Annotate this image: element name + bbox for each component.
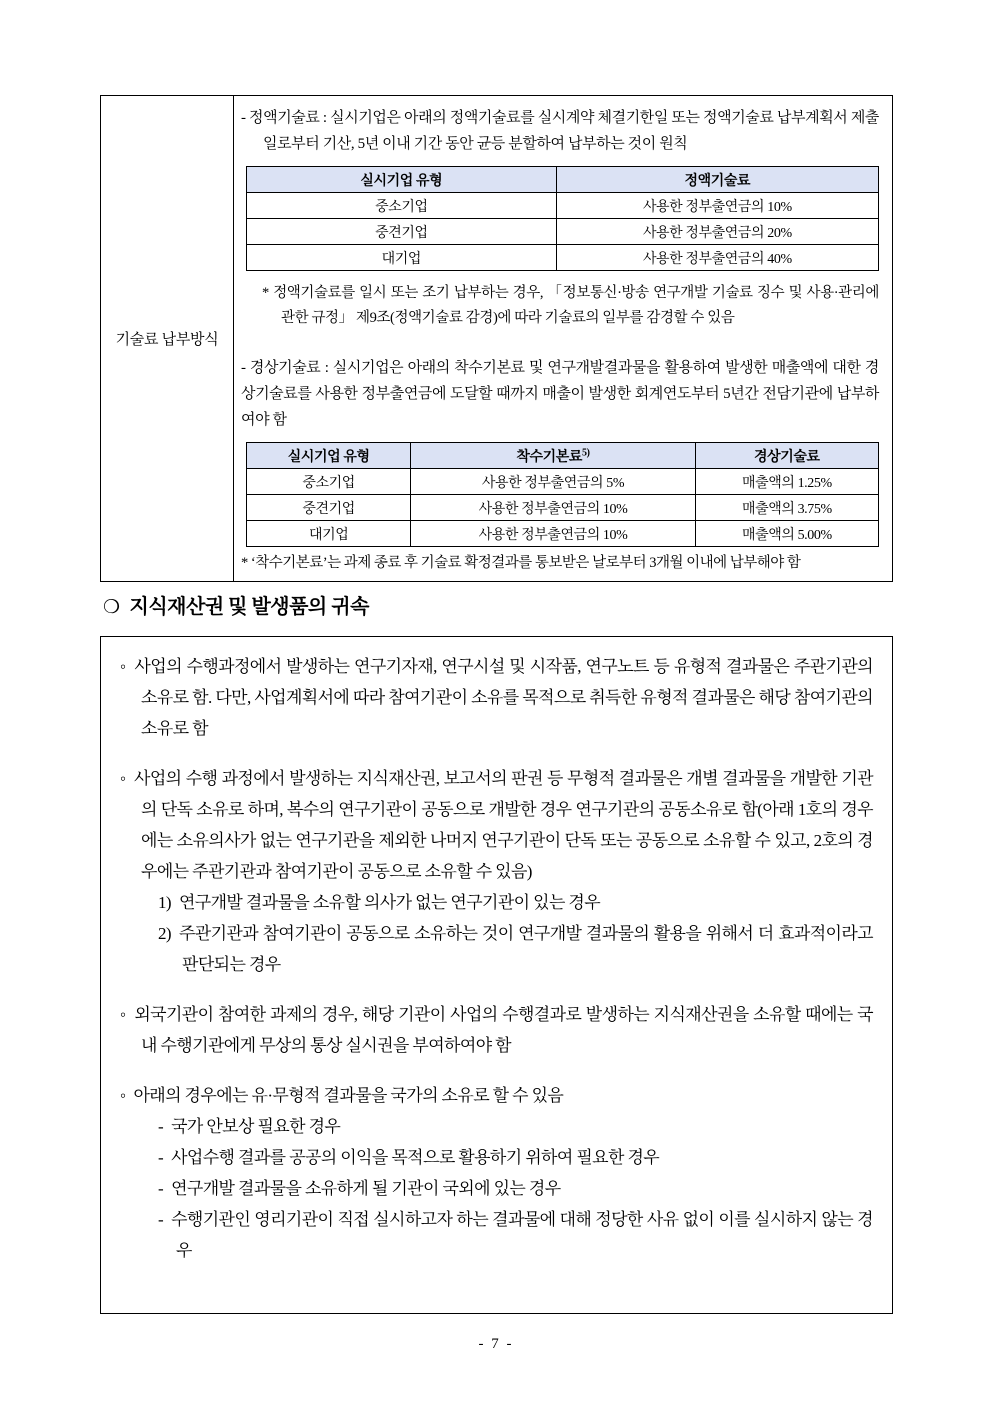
sub-item-text: 연구개발 결과물을 소유하게 될 기관이 국외에 있는 경우: [171, 1179, 561, 1198]
cell-fee-value: 사용한 정부출연금의 40%: [556, 245, 878, 271]
dash-sub-item: [120, 1111, 873, 1142]
sub-item-text: 연구개발 결과물을 소유할 의사가 없는 연구기관이 있는 경우: [178, 893, 601, 912]
dash-sub-item: [120, 1204, 873, 1266]
footnote-ref: 5): [582, 446, 590, 458]
table-row: [247, 495, 879, 521]
cell-company-type: 중소기업: [247, 193, 557, 219]
running-fee-table: [246, 442, 879, 547]
section-heading-ip: [103, 590, 369, 619]
running-fee-col-initial-fee: 착수기본료$^{5)}$: [411, 443, 695, 469]
dash-marker: -: [158, 1210, 164, 1229]
running-fee-intro: - 경상기술료 : 실시기업은 아래의 착수기본료 및 연구개발결과물을 활용하여 발생한 매출액에 대한 경상기술료를 사용한 정부출연금에 도달할 때까지 매출이 발생한 회계연도부터 5년간 전담기관에 납부하여야 함: [241, 360, 879, 428]
cell-company-type: 중소기업: [247, 469, 411, 495]
sub-item-text: 국가 안보상 필요한 경우: [171, 1117, 341, 1136]
table-row: [247, 193, 879, 219]
dash-sub-item: [120, 1173, 873, 1204]
fixed-fee-col-fee: 정액기술료: [556, 167, 878, 193]
small-circle-bullet-icon: ◦: [120, 657, 127, 676]
cell-company-type: 중견기업: [247, 219, 557, 245]
list-item: [120, 999, 873, 1061]
dash-marker: -: [158, 1117, 164, 1136]
cell-fee-value: 사용한 정부출연금의 20%: [556, 219, 878, 245]
list-item-text: 사업의 수행과정에서 발생하는 연구기자재, 연구시설 및 시작품, 연구노트 등 유형적 결과물은 주관기관의 소유로 함. 다만, 사업계획서에 따라 참여기관이 소유를 목적으로 취득한 유형적 결과물은 해당 참여기관의 소유로 함: [134, 657, 874, 738]
cell-initial-fee: 사용한 정부출연금의 10%: [411, 521, 695, 547]
fixed-fee-header-row: [247, 167, 879, 193]
table-row: [247, 219, 879, 245]
sub-item-text: 사업수행 결과를 공공의 이익을 목적으로 활용하기 위하여 필요한 경우: [171, 1148, 660, 1167]
fixed-fee-note: * 정액기술료를 일시 또는 조기 납부하는 경우, 「정보통신·방송 연구개발 기술료 징수 및 사용·관리에 관한 규정」 제9조(정액기술료 감경)에 따라 기술료의 일부를 감경할 수 있음: [262, 285, 879, 326]
section-heading-text: 지식재산권 및 발생품의 귀속: [129, 596, 369, 618]
cell-initial-fee: 사용한 정부출연금의 5%: [411, 469, 695, 495]
list-item-text: 사업의 수행 과정에서 발생하는 지식재산권, 보고서의 판권 등 무형적 결과물은 개별 결과물을 개발한 기관의 단독 소유로 하며, 복수의 연구기관이 공동으로 개발한 경우 연구기관의 공동소유로 함(아래 1호의 경우에는 소유의사가 없는 연구기관을 제외한 나머지 연구기관이 단독 또는 공동으로 소유할 수 있고, 2호의 경우에는 주관기관과 참여기관이 공동으로 소유할 수 있음): [134, 769, 873, 881]
fixed-fee-table: [246, 166, 879, 271]
fee-payment-row: [101, 96, 893, 582]
list-item: [120, 1080, 873, 1266]
numbered-sub-item: [120, 887, 873, 918]
sub-item-text: 수행기관인 영리기관이 직접 실시하고자 하는 결과물에 대해 정당한 사유 없이 이를 실시하지 않는 경우: [171, 1210, 873, 1260]
dash-sub-item: [120, 1142, 873, 1173]
running-fee-col-company-type: 실시기업 유형: [247, 443, 411, 469]
table-row: [247, 245, 879, 271]
dash-marker: -: [158, 1179, 164, 1198]
cell-royalty: 매출액의 3.75%: [695, 495, 878, 521]
fee-row-label: 기술료 납부방식: [101, 96, 234, 582]
number-marker: 2): [158, 924, 171, 943]
running-fee-footnote: * ‘착수기본료’는 과제 종료 후 기술료 확정결과를 통보받은 날로부터 3개월 이내에 납부해야 함: [241, 555, 801, 571]
cell-company-type: 중견기업: [247, 495, 411, 521]
small-circle-bullet-icon: ◦: [120, 1086, 126, 1105]
list-item-text: 아래의 경우에는 유·무형적 결과물을 국가의 소유로 할 수 있음: [133, 1086, 564, 1105]
dash-marker: -: [158, 1148, 164, 1167]
sub-item-text: 주관기관과 참여기관이 공동으로 소유하는 것이 연구개발 결과물의 활용을 위해서 더 효과적이라고 판단되는 경우: [178, 924, 873, 974]
table-row: [247, 521, 879, 547]
fee-payment-table: [100, 95, 893, 582]
fee-row-content: [234, 96, 893, 582]
cell-initial-fee: 사용한 정부출연금의 10%: [411, 495, 695, 521]
cell-fee-value: 사용한 정부출연금의 10%: [556, 193, 878, 219]
numbered-sub-item: [120, 918, 873, 980]
cell-royalty: 매출액의 1.25%: [695, 469, 878, 495]
fixed-fee-col-company-type: 실시기업 유형: [247, 167, 557, 193]
cell-company-type: 대기업: [247, 245, 557, 271]
cell-company-type: 대기업: [247, 521, 411, 547]
page-number: - 7 -: [478, 1336, 514, 1352]
list-item: [120, 651, 873, 744]
small-circle-bullet-icon: ◦: [120, 1005, 127, 1024]
ip-ownership-box: [100, 636, 893, 1314]
list-item: [120, 763, 873, 980]
running-fee-header-row: [247, 443, 879, 469]
table-row: [247, 469, 879, 495]
running-fee-col-royalty: 경상기술료: [695, 443, 878, 469]
small-circle-bullet-icon: ◦: [120, 769, 127, 788]
circle-bullet-icon: ❍: [103, 597, 120, 618]
fixed-fee-intro: - 정액기술료 : 실시기업은 아래의 정액기술료를 실시계약 체결기한일 또는 정액기술료 납부계획서 제출일로부터 기산, 5년 이내 기간 동안 균등 분할하여 납부하는 것이 원칙: [241, 110, 879, 152]
list-item-text: 외국기관이 참여한 과제의 경우, 해당 기관이 사업의 수행결과로 발생하는 지식재산권을 소유할 때에는 국내 수행기관에게 무상의 통상 실시권을 부여하여야 함: [134, 1005, 873, 1055]
cell-royalty: 매출액의 5.00%: [695, 521, 878, 547]
number-marker: 1): [158, 893, 171, 912]
